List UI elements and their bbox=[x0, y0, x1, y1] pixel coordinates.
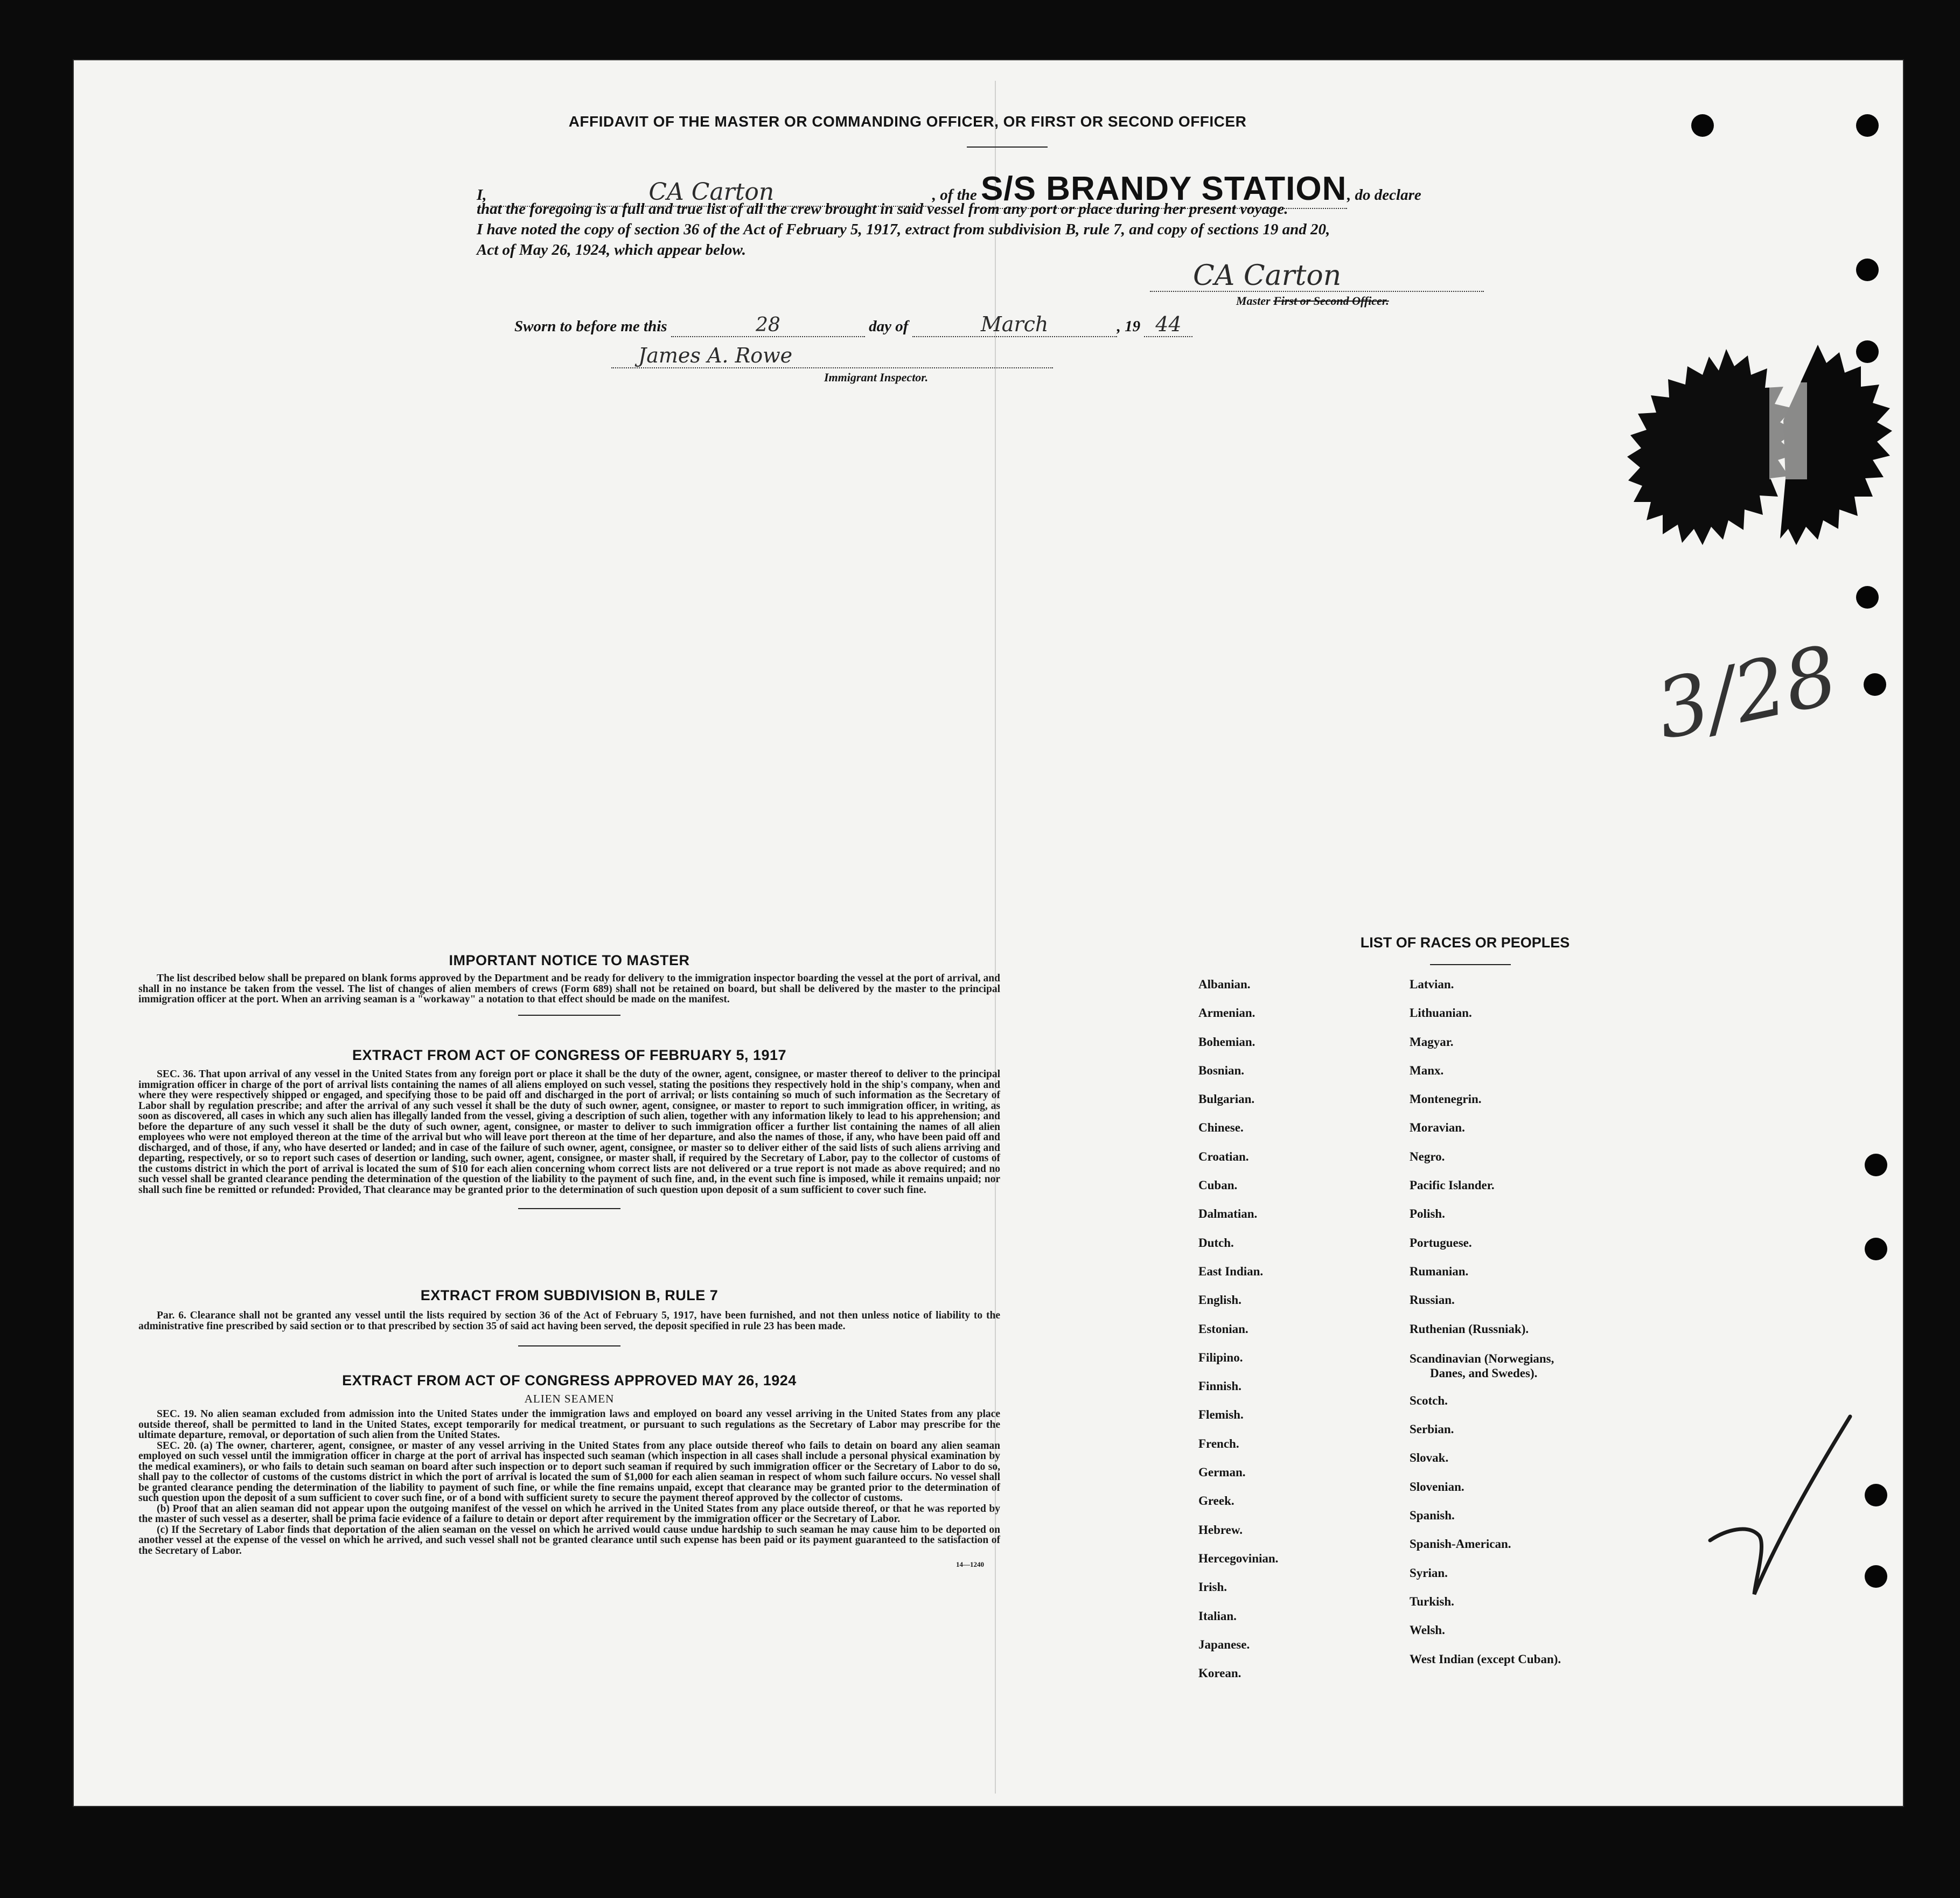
punch-hole-icon bbox=[1691, 114, 1714, 137]
title-rule bbox=[967, 146, 1048, 148]
race-item: Filipino. bbox=[1198, 1350, 1243, 1364]
race-item: Finnish. bbox=[1198, 1379, 1241, 1393]
i-label: I, bbox=[477, 186, 487, 204]
punch-hole-icon bbox=[1864, 673, 1886, 696]
extract-1924-title: EXTRACT FROM ACT OF CONGRESS APPROVED MAY 26, 1924 bbox=[342, 1372, 797, 1388]
race-item: Scandinavian (Norwegians, bbox=[1410, 1351, 1554, 1365]
extract-1924-section bbox=[138, 1372, 1000, 1569]
race-item: Irish. bbox=[1198, 1580, 1227, 1594]
race-item: Spanish. bbox=[1410, 1509, 1455, 1523]
race-item: Danes, and Swedes). bbox=[1430, 1366, 1538, 1380]
notice-section bbox=[138, 952, 1000, 1016]
signer-name: CA Carton bbox=[648, 178, 775, 206]
race-item: Slovenian. bbox=[1410, 1480, 1464, 1494]
race-item: Dutch. bbox=[1198, 1236, 1234, 1250]
race-item: Croatian. bbox=[1198, 1149, 1249, 1163]
race-item: Manx. bbox=[1410, 1063, 1444, 1077]
punch-hole-icon bbox=[1865, 1154, 1887, 1176]
form-number: 14—1240 bbox=[956, 1560, 984, 1568]
race-item: Portuguese. bbox=[1410, 1236, 1472, 1250]
vessel-name-stamp: S/S BRANDY STATION bbox=[981, 170, 1347, 207]
race-item: French. bbox=[1198, 1436, 1239, 1450]
inspector-signature: James A. Rowe bbox=[638, 344, 793, 367]
race-item: Flemish. bbox=[1198, 1408, 1244, 1422]
sec-20b-text: (b) Proof that an alien seaman did not appear upon the outgoing manifest of the vessel on which he arrived in the United States from any place outside thereof, or that he was reported by the master of such vessel as a deserter, shall be prima facie evidence of a failure to detain or deport after requirement by the immigration officer or the Secretary of Labor. bbox=[138, 1503, 1000, 1525]
document-page bbox=[73, 59, 1904, 1807]
master-signature: CA Carton bbox=[1193, 260, 1342, 292]
declaration-line-3: I have noted the copy of section 36 of the Act of February 5, 1917, extract from subdivision B, rule 7, and copy of sections 19 and 20, bbox=[477, 221, 1330, 238]
punch-hole-icon bbox=[1865, 1565, 1887, 1588]
race-item: Welsh. bbox=[1410, 1623, 1445, 1637]
sworn-line bbox=[514, 312, 1192, 337]
master-label: Master bbox=[1236, 294, 1271, 308]
embossed-seal bbox=[1624, 345, 1893, 592]
extract-1917-text: SEC. 36. That upon arrival of any vessel in the United States from any foreign port or place it shall be the duty of the owner, agent, consignee, or master thereof to deliver to the principal immigration officer in charge of the port of arrival lists containing the names of all aliens employed on such vessel, stating the positions they respectively hold in the ship's company, when and where they were respectively shipped or engaged, and specifying those to be paid off and discharged in the port of arrival; or lists containing so much of such information as the Secretary of Labor shall by regulation prescribe; and after the arrival of any such vessel it shall be the duty of such owner, agent, consignee, or master to report to such immigration officer, in writing, as soon as discovered, all cases in which any such alien has illegally landed from the vessel, giving a description of such alien, together with any information likely to lead to his apprehension; and before the departure of any such vessel it shall be the duty of such owner, agent, consignee, or master to deliver to such immigration officer a further list containing the names of all alien employees who were not employed thereon at the time of the arrival but who will leave port thereon at the time of her departure, and also the names of those, if any, who have been paid off and discharged, and of those, if any, who have deserted or landed; and in case of the failure of such owner, agent, consignee, or master so to deliver either of the said lists of such aliens arriving and departing, respectively, or so to report such cases of desertion or landing, such owner, agent, consignee, or master shall, if required by the Secretary of Labor, pay to the collector of customs of the customs district in which the port of arrival is located the sum of $10 for each alien concerning whom correct lists are not delivered or a true report is not made as above required; and no such vessel shall be granted clearance pending the determination of the question of the liability to the payment of such fine, and, in the event such fine is imposed, while it remains unpaid; nor shall such fine be remitted or refunded: Provided, That clearance may be granted prior to the determination of such question upon deposit of a sum sufficient to cover such fine. bbox=[138, 1069, 1000, 1196]
year-suffix: 44 bbox=[1155, 312, 1182, 336]
race-item: German. bbox=[1198, 1466, 1246, 1480]
section-rule bbox=[518, 1345, 620, 1346]
races-column-1 bbox=[1198, 978, 1278, 1695]
race-item: East Indian. bbox=[1198, 1264, 1264, 1278]
race-item: Turkish. bbox=[1410, 1594, 1454, 1608]
check-mark-icon bbox=[1705, 1406, 1856, 1610]
race-item: Ruthenian (Russniak). bbox=[1410, 1322, 1529, 1336]
do-declare-label: , do declare bbox=[1347, 186, 1421, 204]
race-item: Lithuanian. bbox=[1410, 1006, 1472, 1020]
race-item: Spanish-American. bbox=[1410, 1537, 1511, 1551]
affidavit-title: AFFIDAVIT OF THE MASTER OR COMMANDING OFFICER, OR FIRST OR SECOND OFFICER bbox=[568, 113, 1247, 130]
year-prefix: , 19 bbox=[1117, 318, 1141, 335]
race-item: Bohemian. bbox=[1198, 1035, 1255, 1049]
notice-title: IMPORTANT NOTICE TO MASTER bbox=[449, 952, 690, 968]
race-item: Rumanian. bbox=[1410, 1264, 1469, 1278]
race-item: Chinese. bbox=[1198, 1121, 1244, 1135]
race-item: Japanese. bbox=[1198, 1637, 1250, 1651]
sworn-day: 28 bbox=[755, 314, 780, 336]
race-item: Armenian. bbox=[1198, 1006, 1255, 1020]
race-item: Hercegovinian. bbox=[1198, 1551, 1279, 1565]
race-item: Syrian. bbox=[1410, 1566, 1448, 1580]
race-item: Hebrew. bbox=[1198, 1523, 1243, 1537]
race-item: Magyar. bbox=[1410, 1035, 1454, 1049]
alien-seamen-subtitle: ALIEN SEAMEN bbox=[524, 1392, 615, 1405]
signature-caption bbox=[1236, 294, 1389, 308]
extract-1917-title: EXTRACT FROM ACT OF CONGRESS OF FEBRUARY 5, 1917 bbox=[352, 1047, 787, 1063]
race-item: Slovak. bbox=[1410, 1451, 1449, 1465]
rule-7-text: Par. 6. Clearance shall not be granted any vessel until the lists required by section 36 of the Act of February 5, 1917, have been furnished, and not then unless notice of liability to the administrative fine prescribed by said section or to that prescribed by section 35 of said act having been served, the deposit specified in rule 23 has been made. bbox=[138, 1310, 1000, 1332]
inspector-line bbox=[611, 367, 1053, 368]
race-item: Italian. bbox=[1198, 1609, 1237, 1623]
races-title-rule bbox=[1430, 964, 1511, 965]
sworn-month: March bbox=[980, 312, 1049, 336]
of-the-label: , of the bbox=[932, 186, 977, 204]
race-item: Latvian. bbox=[1410, 978, 1454, 991]
sec-19-text: SEC. 19. No alien seaman excluded from admission into the United States under the immigration laws and employed on board any vessel arriving in the United States from any place outside thereof, shall be permitted to land in the United States, except temporarily for medical treatment, or pursuant to such regulations as the Secretary of Labor may prescribe for the ultimate departure, removal, or deportation of such alien from the United States. bbox=[138, 1408, 1000, 1441]
race-item: Moravian. bbox=[1410, 1121, 1465, 1135]
races-column-2 bbox=[1410, 978, 1561, 1681]
declaration-line-4: Act of May 26, 1924, which appear below. bbox=[477, 241, 746, 259]
race-item: Polish. bbox=[1410, 1207, 1445, 1221]
race-item: Negro. bbox=[1410, 1149, 1445, 1163]
race-item: Montenegrin. bbox=[1410, 1092, 1482, 1106]
race-item: Serbian. bbox=[1410, 1422, 1454, 1436]
race-item: Bosnian. bbox=[1198, 1063, 1245, 1077]
section-rule bbox=[518, 1015, 620, 1016]
signature-line bbox=[1150, 291, 1484, 292]
race-item: Dalmatian. bbox=[1198, 1207, 1258, 1221]
race-item: Bulgarian. bbox=[1198, 1092, 1255, 1106]
notice-text: The list described below shall be prepared on blank forms approved by the Department and be ready for delivery to the immigration inspector boarding the vessel at the port of arrival, and shall in no instance be taken from the vessel. The list of changes of alien members of crews (Form 689) shall not be retained on board, but shall be delivered by the master to the principal immigration officer at the port. When an arriving seaman is a "workaway" a notation to that effect should be made on the manifest. bbox=[138, 973, 1000, 1005]
inspector-label: Immigrant Inspector. bbox=[824, 371, 929, 384]
sworn-label: Sworn to before me this bbox=[514, 318, 667, 335]
race-item: Greek. bbox=[1198, 1494, 1234, 1508]
race-item: Cuban. bbox=[1198, 1178, 1238, 1192]
punch-hole-icon bbox=[1856, 340, 1879, 363]
races-title: LIST OF RACES OR PEOPLES bbox=[1360, 934, 1570, 951]
punch-hole-icon bbox=[1856, 259, 1879, 281]
extract-1917-section bbox=[138, 1047, 1000, 1209]
rule-7-section bbox=[138, 1287, 1000, 1346]
race-item: Albanian. bbox=[1198, 978, 1251, 991]
race-item: Korean. bbox=[1198, 1666, 1241, 1680]
punch-hole-icon bbox=[1856, 114, 1879, 137]
sec-20c-text: (c) If the Secretary of Labor finds that deportation of the alien seaman on the vessel on which he arrived would cause undue hardship to such seaman he may cause him to be deported on another vessel at the expense of the vessel on which he arrived, and such vessel shall not be granted clearance until such expense has been paid or its payment guaranteed to the satisfaction of the Secretary of Labor. bbox=[138, 1524, 1000, 1557]
race-item: Russian. bbox=[1410, 1293, 1455, 1307]
declaration-line-2: that the foregoing is a full and true list of all the crew brought in said vessel from any port or place during her present voyage. bbox=[477, 200, 1288, 218]
race-item: Pacific Islander. bbox=[1410, 1178, 1495, 1192]
officer-label: First or Second Officer. bbox=[1273, 294, 1389, 308]
punch-hole-icon bbox=[1865, 1484, 1887, 1506]
section-rule bbox=[518, 1208, 620, 1209]
rule-7-title: EXTRACT FROM SUBDIVISION B, RULE 7 bbox=[420, 1287, 719, 1303]
race-item: Scotch. bbox=[1410, 1393, 1448, 1407]
day-of-label: day of bbox=[869, 318, 909, 335]
punch-hole-icon bbox=[1856, 586, 1879, 609]
punch-hole-icon bbox=[1865, 1238, 1887, 1260]
sec-20a-text: SEC. 20. (a) The owner, charterer, agent, consignee, or master of any vessel arriving in the United States from any place outside thereof who fails to detain on board any alien seaman employed on such vessel until the immigration officer in charge at the port of arrival has inspected such seaman (which inspection in all cases shall include a personal physical examination by the medical examiners), or who fails to detain such seaman on board after such inspection or to deport such seaman if required by such immigration officer or the Secretary of Labor to do so, shall pay to the collector of customs of the customs district in which the port of arrival is located the sum of $1,000 for each alien seaman in respect of whom such failure occurs. No vessel shall be granted clearance pending the determination of the liability to payment of such fine, or while the fine remains unpaid, except that clearance may be granted prior to the determination of such question upon the deposit of a sum sufficient to cover such fine, or of a bond with sufficient surety to secure the payment thereof approved by the collector of customs. bbox=[138, 1440, 1000, 1504]
race-item: Estonian. bbox=[1198, 1322, 1248, 1336]
race-item: English. bbox=[1198, 1293, 1241, 1307]
race-item: West Indian (except Cuban). bbox=[1410, 1652, 1561, 1666]
margin-date-note: 3/28 bbox=[1648, 628, 1846, 758]
